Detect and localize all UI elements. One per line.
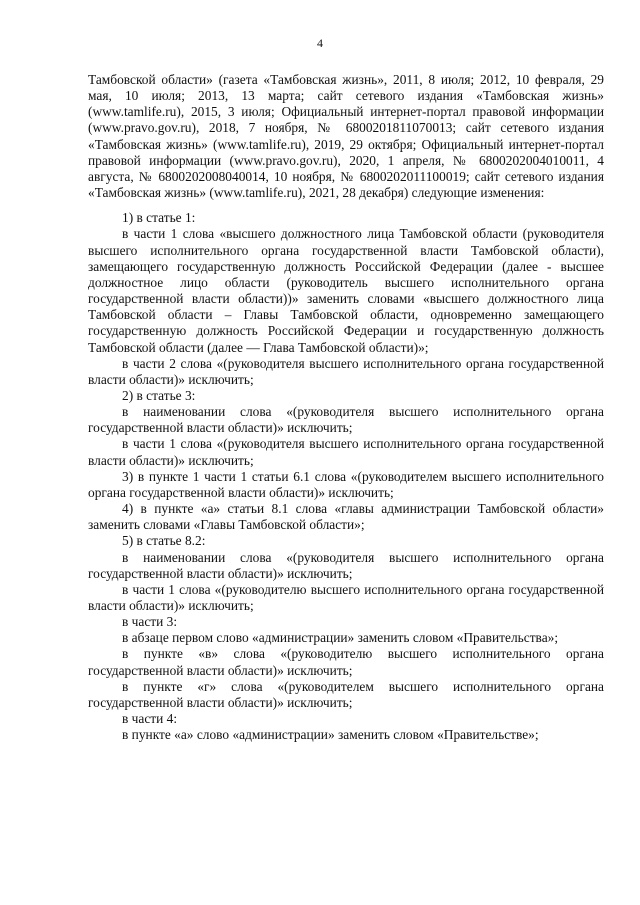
paragraph-part-4-point-a: в пункте «а» слово «администрации» заменить словом «Правительстве»; [122, 727, 539, 743]
paragraph-article-8-1: 4) в пункте «а» статьи 8.1 слова «главы администрации Тамбовской области» заменить словами «Главы Тамбовской области»; [88, 501, 604, 533]
paragraph-article-8-2-part-1: в части 1 слова «(руководителю высшего исполнительного органа государственной власти области)» исключить; [88, 581, 604, 613]
paragraph-part-3-first-paragraph: в абзаце первом слово «администрации» заменить словом «Правительства»; [122, 630, 559, 646]
paragraph-article-8-2-part-3: в части 3: [122, 614, 178, 630]
paragraph-article-3: 2) в статье 3: [122, 387, 196, 403]
paragraph-article-6-1: 3) в пункте 1 части 1 статьи 6.1 слова «(руководителем высшего исполнительного органа государственной власти области)» исключить; [88, 468, 604, 500]
page-number: 4 [317, 36, 323, 50]
paragraph-part-3-point-g: в пункте «г» слова «(руководителем высшего исполнительного органа государственной власти области)» исключить; [88, 678, 604, 710]
paragraph-article-8-2-title: в наименовании слова «(руководителя высшего исполнительного органа государственной власти области)» исключить; [88, 549, 604, 581]
paragraph-article-1: 1) в статье 1: [122, 210, 196, 226]
paragraph-article-8-2: 5) в статье 8.2: [122, 533, 206, 549]
paragraph-article-3-title: в наименовании слова «(руководителя высшего исполнительного органа государственной власти области)» исключить; [88, 404, 604, 436]
document-body [88, 72, 604, 743]
paragraph-part-3-point-v: в пункте «в» слова «(руководителю высшего исполнительного органа государственной власти области)» исключить; [88, 646, 604, 678]
paragraph-article-3-part-1: в части 1 слова «(руководителя высшего исполнительного органа государственной власти области)» исключить; [88, 436, 604, 468]
paragraph-intro: Тамбовской области» (газета «Тамбовская жизнь», 2011, 8 июля; 2012, 10 февраля, 29 мая, 10 июля; 2013, 13 марта; сайт сетевого издания «Тамбовская жизнь» (www.tamlife.ru), 2015, 3 июля; Официальный интернет-портал правовой информации (www.pravo.gov.ru), 2018, 7 ноября, № 6800201811070013; сайт сетевого издания «Тамбовская жизнь» (www.tamlife.ru), 2019, 29 октября; Официальный интернет-портал правовой информации (www.pravo.gov.ru), 2020, 1 апреля, № 6800202004010011, 4 августа, № 6800202008040014, 10 ноября, № 6800202011100019; сайт сетевого издания «Тамбовская жизнь» (www.tamlife.ru), 2021, 28 декабря) следующие изменения: [88, 72, 604, 201]
paragraph-article-8-2-part-4: в части 4: [122, 711, 178, 727]
paragraph-article-1-part-1: в части 1 слова «высшего должностного лица Тамбовской области (руководителя высшего исполнительного органа государственной власти Тамбовской области), замещающего государственную должность Российской Федерации (далее - высшее должностное лицо области (руководитель высшего исполнительного органа государственной власти области))» заменить словами «высшего должностного лица Тамбовской области – Главы Тамбовской области, одновременно замещающего государственную должность Российской Федерации и государственную должность Тамбовской области (далее — Глава Тамбовской области)»; [88, 226, 604, 355]
paragraph-article-1-part-2: в части 2 слова «(руководителя высшего исполнительного органа государственной власти области)» исключить; [88, 355, 604, 387]
